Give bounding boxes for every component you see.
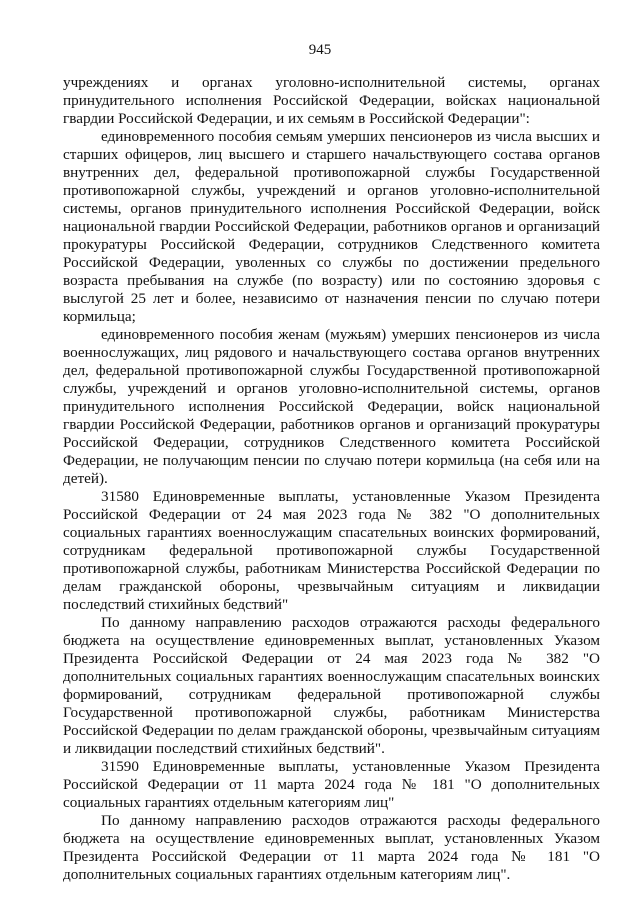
paragraph: единовременного пособия семьям умерших пенсионеров из числа высших и старших офицеров, лиц высшего и старшего начальствующего состава органов внутренних дел, федеральной противопожарной службы Государственной противопожарной службы, учреждений и органов уголовно-исполнительной системы, органов принудительного исполнения Российской Федерации, войск национальной гвардии Российской Федерации, работников органов и организаций прокуратуры Российской Федерации, сотрудников Следственного комитета Российской Федерации, уволенных со службы по достижении предельного возраста пребывания на службе (по возрасту) или по состоянию здоровья с выслугой 25 лет и более, независимо от назначения пенсии по случаю потери кормильца;: [63, 128, 600, 325]
paragraph: единовременного пособия женам (мужьям) умерших пенсионеров из числа военнослужащих, лиц рядового и начальствующего состава органов внутренних дел, федеральной противопожарной службы Государственной противопожарной службы, учреждений и органов уголовно-исполнительной системы, органов принудительного исполнения Российской Федерации, войск национальной гвардии Российской Федерации, работников органов и организаций прокуратуры Российской Федерации, сотрудников Следственного комитета Российской Федерации, не получающим пенсии по случаю потери кормильца (на себя или на детей).: [63, 326, 600, 487]
paragraph: 31580 Единовременные выплаты, установленные Указом Президента Российской Федерации от 24 мая 2023 года № 382 "О дополнительных социальных гарантиях военнослужащим спасательных воинских формирований, сотрудникам федеральной противопожарной службы Государственной противопожарной службы, работникам Министерства Российской Федерации по делам гражданской обороны, чрезвычайным ситуациям и ликвидации последствий стихийных бедствий": [63, 488, 600, 613]
paragraph: По данному направлению расходов отражаются расходы федерального бюджета на осуществление единовременных выплат, установленных Указом Президента Российской Федерации от 24 мая 2023 года № 382 "О дополнительных социальных гарантиях военнослужащим спасательных воинских формирований, сотрудникам федеральной противопожарной службы Государственной противопожарной службы, работникам Министерства Российской Федерации по делам гражданской обороны, чрезвычайным ситуациям и ликвидации последствий стихийных бедствий".: [63, 614, 600, 757]
document-body: [63, 74, 600, 884]
page-number: 945: [308, 42, 332, 58]
paragraph: учреждениях и органах уголовно-исполнительной системы, органах принудительного исполнения Российской Федерации, войсках национальной гвардии Российской Федерации, и их семьям в Российской Федерации":: [63, 74, 600, 127]
paragraph: 31590 Единовременные выплаты, установленные Указом Президента Российской Федерации от 11 марта 2024 года № 181 "О дополнительных социальных гарантиях отдельным категориям лиц": [63, 758, 600, 811]
paragraph: По данному направлению расходов отражаются расходы федерального бюджета на осуществление единовременных выплат, установленных Указом Президента Российской Федерации от 11 марта 2024 года № 181 "О дополнительных социальных гарантиях отдельным категориям лиц".: [63, 812, 600, 883]
